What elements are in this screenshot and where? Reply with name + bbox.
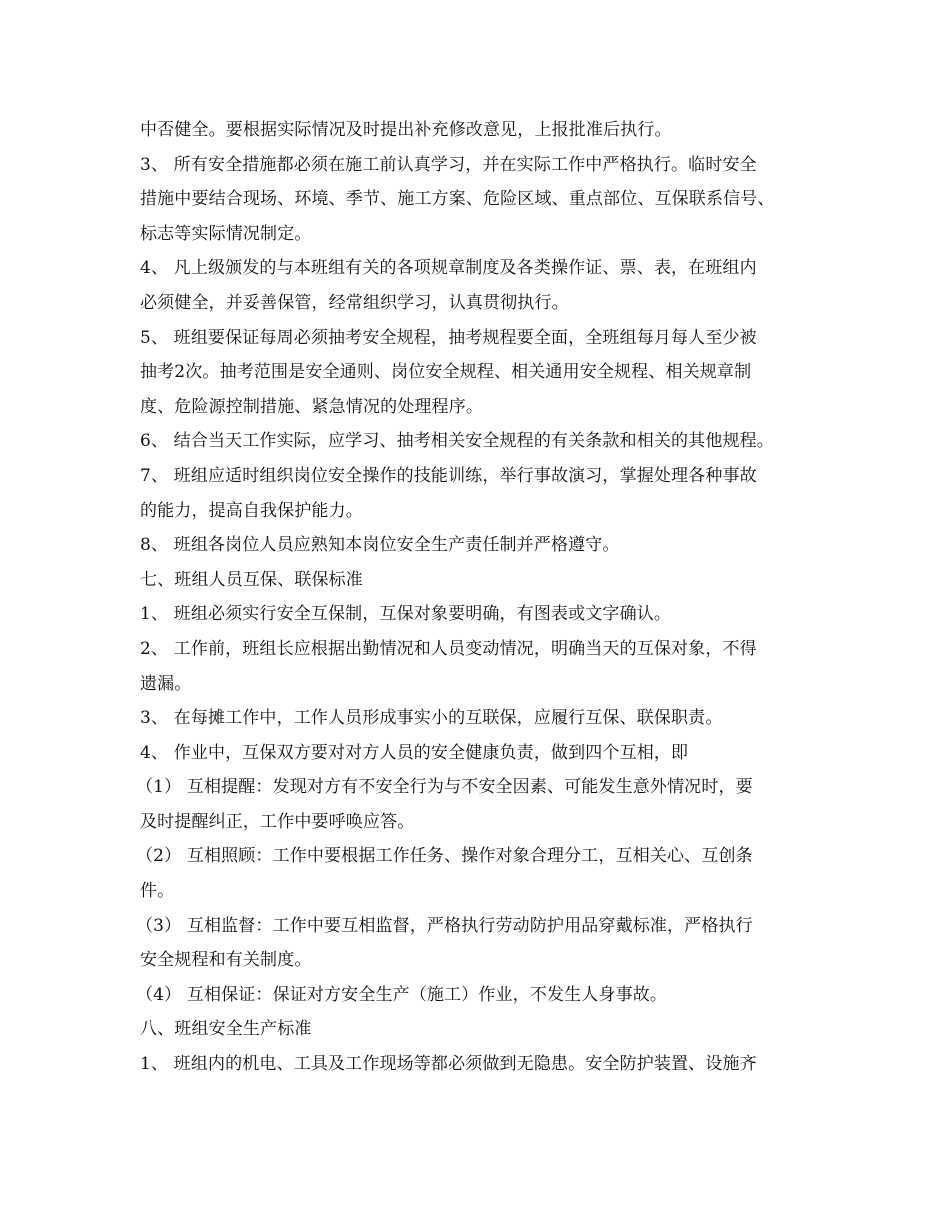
text-line: 1、 班组内的机电、工具及工作现场等都必须做到无隐患。安全防护装置、设施齐: [140, 1054, 757, 1075]
text-line: 必须健全，并妥善保管，经常组织学习，认真贯彻执行。: [140, 292, 569, 313]
text-line: 8、 班组各岗位人员应熟知本岗位安全生产责任制并严格遵守。: [140, 535, 620, 556]
text-line: （4） 互相保证：保证对方安全生产（施工）作业，不发生人身事故。: [136, 984, 668, 1005]
text-line: 的能力，提高自我保护能力。: [140, 500, 363, 521]
text-line: （1） 互相提醒：发现对方有不安全行为与不安全因素、可能发生意外情况时，要: [136, 777, 753, 798]
text-line: 6、 结合当天工作实际，应学习、抽考相关安全规程的有关条款和相关的其他规程。: [140, 431, 774, 452]
text-line: 4、 作业中，互保双方要对对方人员的安全健康负责，做到四个互相，即: [140, 742, 689, 763]
text-line: 1、 班组必须实行安全互保制，互保对象要明确，有图表或文字确认。: [140, 604, 672, 625]
text-line: 度、危险源控制措施、紧急情况的处理程序。: [140, 396, 483, 417]
text-line: （2） 互相照顾：工作中要根据工作任务、操作对象合理分工，互相关心、互创条: [136, 846, 753, 867]
text-line: 中否健全。要根据实际情况及时提出补充修改意见，上报批准后执行。: [140, 120, 672, 140]
text-line: 2、 工作前，班组长应根据出勤情况和人员变动情况，明确当天的互保对象，不得: [140, 638, 757, 659]
text-line: 安全规程和有关制度。: [140, 950, 312, 971]
section-heading: 七、班组人员互保、联保标准: [140, 569, 363, 590]
text-line: （3） 互相监督：工作中要互相监督，严格执行劳动防护用品穿戴标准，严格执行: [136, 915, 753, 936]
text-line: 7、 班组应适时组织岗位安全操作的技能训练，举行事故演习，掌握处理各种事故: [140, 465, 757, 486]
text-line: 3、 在每摊工作中，工作人员形成事实小的互联保，应履行互保、联保职责。: [140, 708, 723, 729]
text-line: 措施中要结合现场、环境、季节、施工方案、危险区域、重点部位、互保联系信号、: [140, 189, 775, 210]
text-line: 5、 班组要保证每周必须抽考安全规程，抽考规程要全面，全班组每月每人至少被: [140, 327, 757, 348]
document-body: [136, 113, 830, 1082]
section-heading: 八、班组安全生产标准: [140, 1019, 312, 1040]
text-line: 遗漏。: [140, 673, 192, 694]
text-line: 抽考2次。抽考范围是安全通则、岗位安全规程、相关通用安全规程、相关规章制: [140, 362, 752, 383]
text-line: 件。: [140, 881, 175, 902]
text-line: 标志等实际情况制定。: [140, 223, 312, 244]
text-line: 3、 所有安全措施都必须在施工前认真学习，并在实际工作中严格执行。临时安全: [140, 154, 757, 175]
text-line: 及时提醒纠正，工作中要呼唤应答。: [140, 811, 415, 832]
text-line: 4、 凡上级颁发的与本班组有关的各项规章制度及各类操作证、票、表，在班组内: [140, 258, 757, 279]
